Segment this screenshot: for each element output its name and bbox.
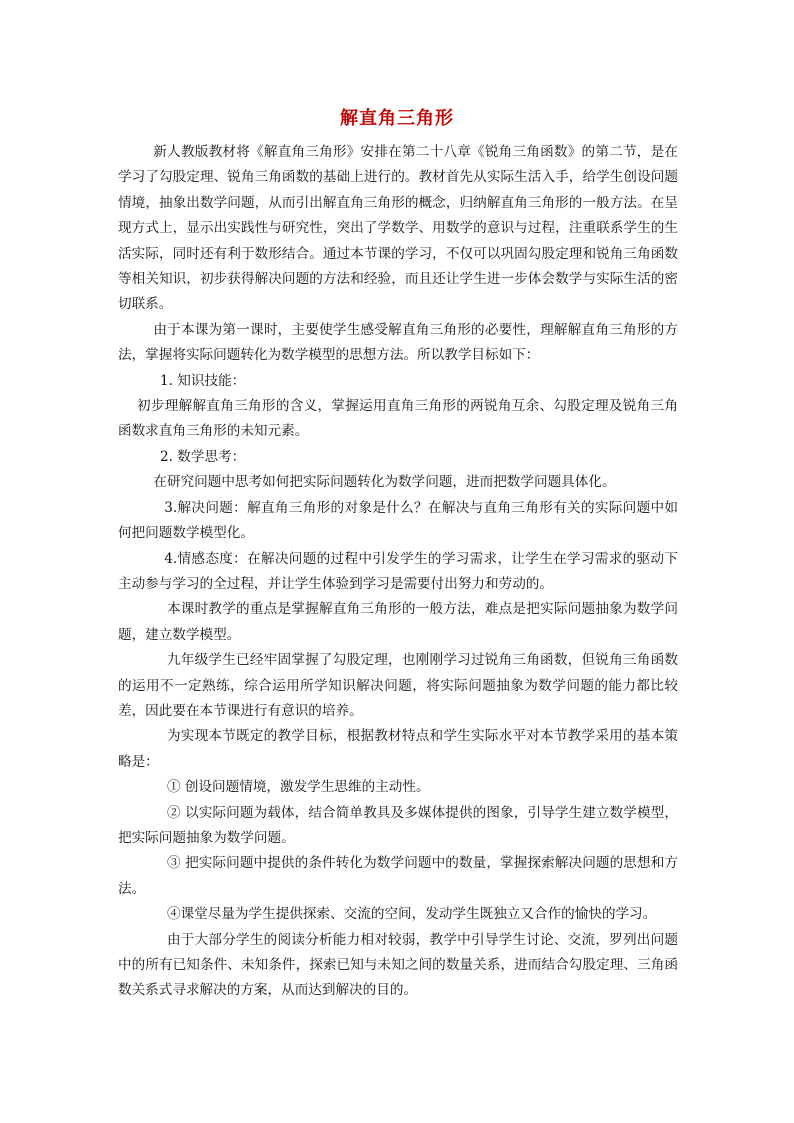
- strategy-item-3: ③ 把实际问题中提供的条件转化为数学问题中的数量，掌握探索解决问题的思想和方法。: [118, 855, 678, 897]
- paragraph-thinking: 在研究问题中思考如何把实际问题转化为数学问题，进而把数学问题具体化。: [153, 474, 616, 491]
- strategy-item-4: ④课堂尽量为学生提供探索、交流的空间，发动学生既独立又合作的愉快的学习。: [166, 906, 657, 923]
- strategy-item-1: ① 创设问题情境，激发学生思维的主动性。: [166, 779, 430, 796]
- paragraph-conclusion: 由于大部分学生的阅读分析能力相对较弱，教学中引导学生讨论、交流，罗列出问题中的所有已知条件、未知条件，探索已知与未知之间的数量关系，进而结合勾股定理、三角函数关系式寻求解决的方案，从而达到解决的目的。: [118, 931, 678, 999]
- list-item-thinking: 2. 数学思考：: [160, 448, 246, 465]
- paragraph-strategy: 为实现本节既定的教学目标，根据教材特点和学生实际水平对本节教学采用的基本策略是：: [118, 728, 678, 770]
- strategy-item-2: ② 以实际问题为载体，结合简单教具及多媒体提供的图象，引导学生建立数学模型，把实际问题抽象为数学问题。: [118, 804, 678, 846]
- list-item-attitude: 4.情感态度：在解决问题的过程中引发学生的学习需求，让学生在学习需求的驱动下主动参与学习的全过程，并让学生体验到学习是需要付出努力和劳动的。: [118, 550, 678, 592]
- list-item-problem-solving: 3.解决问题：解直角三角形的对象是什么？在解决与直角三角形有关的实际问题中如何把问题数学模型化。: [118, 499, 678, 542]
- document-body: [118, 140, 678, 1004]
- paragraph-students: 九年级学生已经牢固掌握了勾股定理，也刚刚学习过锐角三角函数，但锐角三角函数的运用不一定熟练，综合运用所学知识解决问题，将实际问题抽象为数学问题的能力都比较差，因此要在本节课进行有意识的培养。: [118, 652, 678, 719]
- paragraph-focus: 本课时教学的重点是掌握解直角三角形的一般方法，难点是把实际问题抽象为数学问题，建立数学模型。: [118, 601, 678, 643]
- paragraph-intro: 新人教版教材将《解直角三角形》安排在第二十八章《锐角三角函数》的第二节，是在学习了勾股定理、锐角三角函数的基础上进行的。教材首先从实际生活入手，给学生创设问题情境，抽象出数学问题，从而引出解直角三角形的概念，归纳解直角三角形的一般方法。在呈现方式上，显示出实践性与研究性，突出了学数学、用数学的意识与过程，注重联系学生的生活实际，同时还有利于数形结合。通过本节课的学习，不仅可以巩固勾股定理和锐角三角函数等相关知识，初步获得解决问题的方法和经验，而且还让学生进一步体会数学与实际生活的密切联系。: [118, 144, 678, 313]
- document-title: 解直角三角形: [340, 108, 454, 129]
- paragraph-goals-intro: 由于本课为第一课时，主要使学生感受解直角三角形的必要性，理解解直角三角形的方法，掌握将实际问题转化为数学模型的思想方法。所以教学目标如下：: [118, 321, 678, 364]
- paragraph-knowledge: 初步理解解直角三角形的含义，掌握运用直角三角形的两锐角互余、勾股定理及锐角三角函数求直角三角形的未知元素。: [118, 398, 678, 440]
- list-item-knowledge: 1. 知识技能：: [160, 372, 246, 389]
